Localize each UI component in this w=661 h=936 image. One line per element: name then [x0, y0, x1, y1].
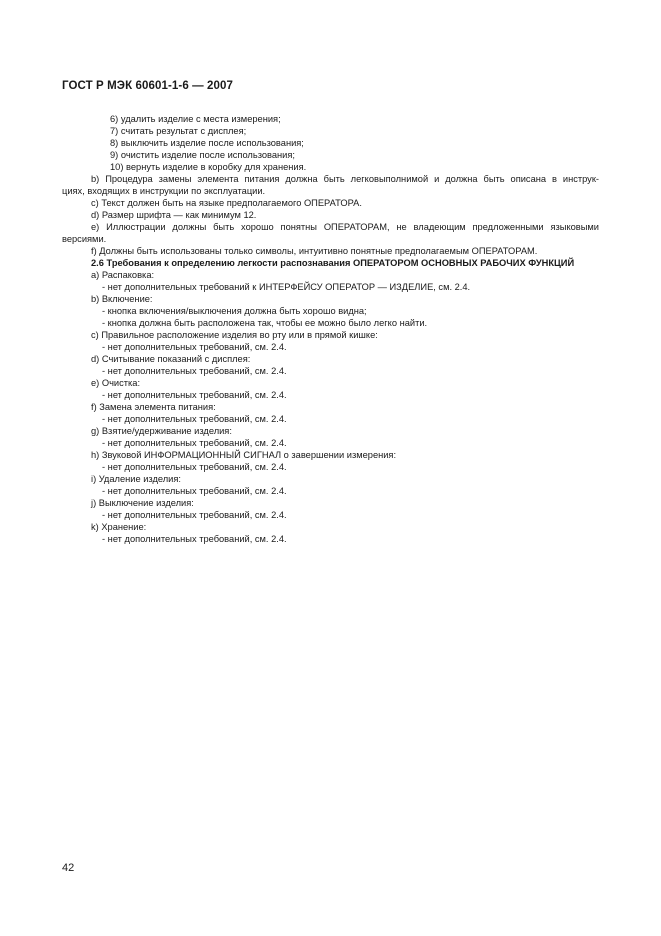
text-line: e) Иллюстрации должны быть хорошо понятны ОПЕРАТОРАМ, не владеющим предложенными языковыми — [91, 222, 599, 232]
list-item: a) Распаковка: — [91, 270, 155, 280]
list-subitem: - нет дополнительных требований, см. 2.4. — [102, 510, 287, 520]
list-item: f) Замена элемента питания: — [91, 402, 216, 412]
list-subitem: - кнопка включения/выключения должна быть хорошо видна; — [102, 306, 367, 316]
list-item: j) Выключение изделия: — [91, 498, 194, 508]
list-subitem: - нет дополнительных требований, см. 2.4. — [102, 438, 287, 448]
text-line: 9) очистить изделие после использования; — [110, 150, 295, 160]
list-subitem: - нет дополнительных требований, см. 2.4. — [102, 366, 287, 376]
text-line: 7) считать результат с дисплея; — [110, 126, 247, 136]
list-subitem: - нет дополнительных требований, см. 2.4. — [102, 486, 287, 496]
list-subitem: - нет дополнительных требований, см. 2.4. — [102, 390, 287, 400]
list-item: h) Звуковой ИНФОРМАЦИОННЫЙ СИГНАЛ о завершении измерения: — [91, 450, 397, 460]
text-line: b) Процедура замены элемента питания должна быть легковыполнимой и должна быть описана в инструк- — [91, 174, 599, 184]
list-subitem: - нет дополнительных требований к ИНТЕРФЕЙСУ ОПЕРАТОР — ИЗДЕЛИЕ, см. 2.4. — [102, 282, 471, 292]
text-line: c) Текст должен быть на языке предполагаемого ОПЕРАТОРА. — [91, 198, 362, 208]
document-header: ГОСТ Р МЭК 60601-1-6 — 2007 — [62, 80, 233, 92]
list-item: d) Считывание показаний с дисплея: — [91, 354, 251, 364]
list-subitem: - нет дополнительных требований, см. 2.4. — [102, 342, 287, 352]
list-subitem: - нет дополнительных требований, см. 2.4. — [102, 414, 287, 424]
list-subitem: - нет дополнительных требований, см. 2.4. — [102, 534, 287, 544]
list-item: b) Включение: — [91, 294, 153, 304]
list-item: i) Удаление изделия: — [91, 474, 181, 484]
list-item: k) Хранение: — [91, 522, 147, 532]
list-subitem: - нет дополнительных требований, см. 2.4. — [102, 462, 287, 472]
list-item: g) Взятие/удерживание изделия: — [91, 426, 232, 436]
list-subitem: - кнопка должна быть расположена так, чтобы ее можно было легко найти. — [102, 318, 428, 328]
text-line: 6) удалить изделие с места измерения; — [110, 114, 281, 124]
page-number: 42 — [62, 862, 75, 874]
list-item: e) Очистка: — [91, 378, 141, 388]
list-item: c) Правильное расположение изделия во рту или в прямой кишке: — [91, 330, 378, 340]
text-line: f) Должны быть использованы только символы, интуитивно понятные предполагаемым ОПЕРАТОРАМ. — [91, 246, 538, 256]
text-line: 8) выключить изделие после использования; — [110, 138, 304, 148]
text-line: d) Размер шрифта — как минимум 12. — [91, 210, 257, 220]
text-line: циях, входящих в инструкции по эксплуатации. — [62, 186, 266, 196]
section-heading: 2.6 Требования к определению легкости распознавания ОПЕРАТОРОМ ОСНОВНЫХ РАБОЧИХ ФУНКЦИЙ — [91, 258, 575, 268]
text-line: версиями. — [62, 234, 107, 244]
text-line: 10) вернуть изделие в коробку для хранения. — [110, 162, 307, 172]
